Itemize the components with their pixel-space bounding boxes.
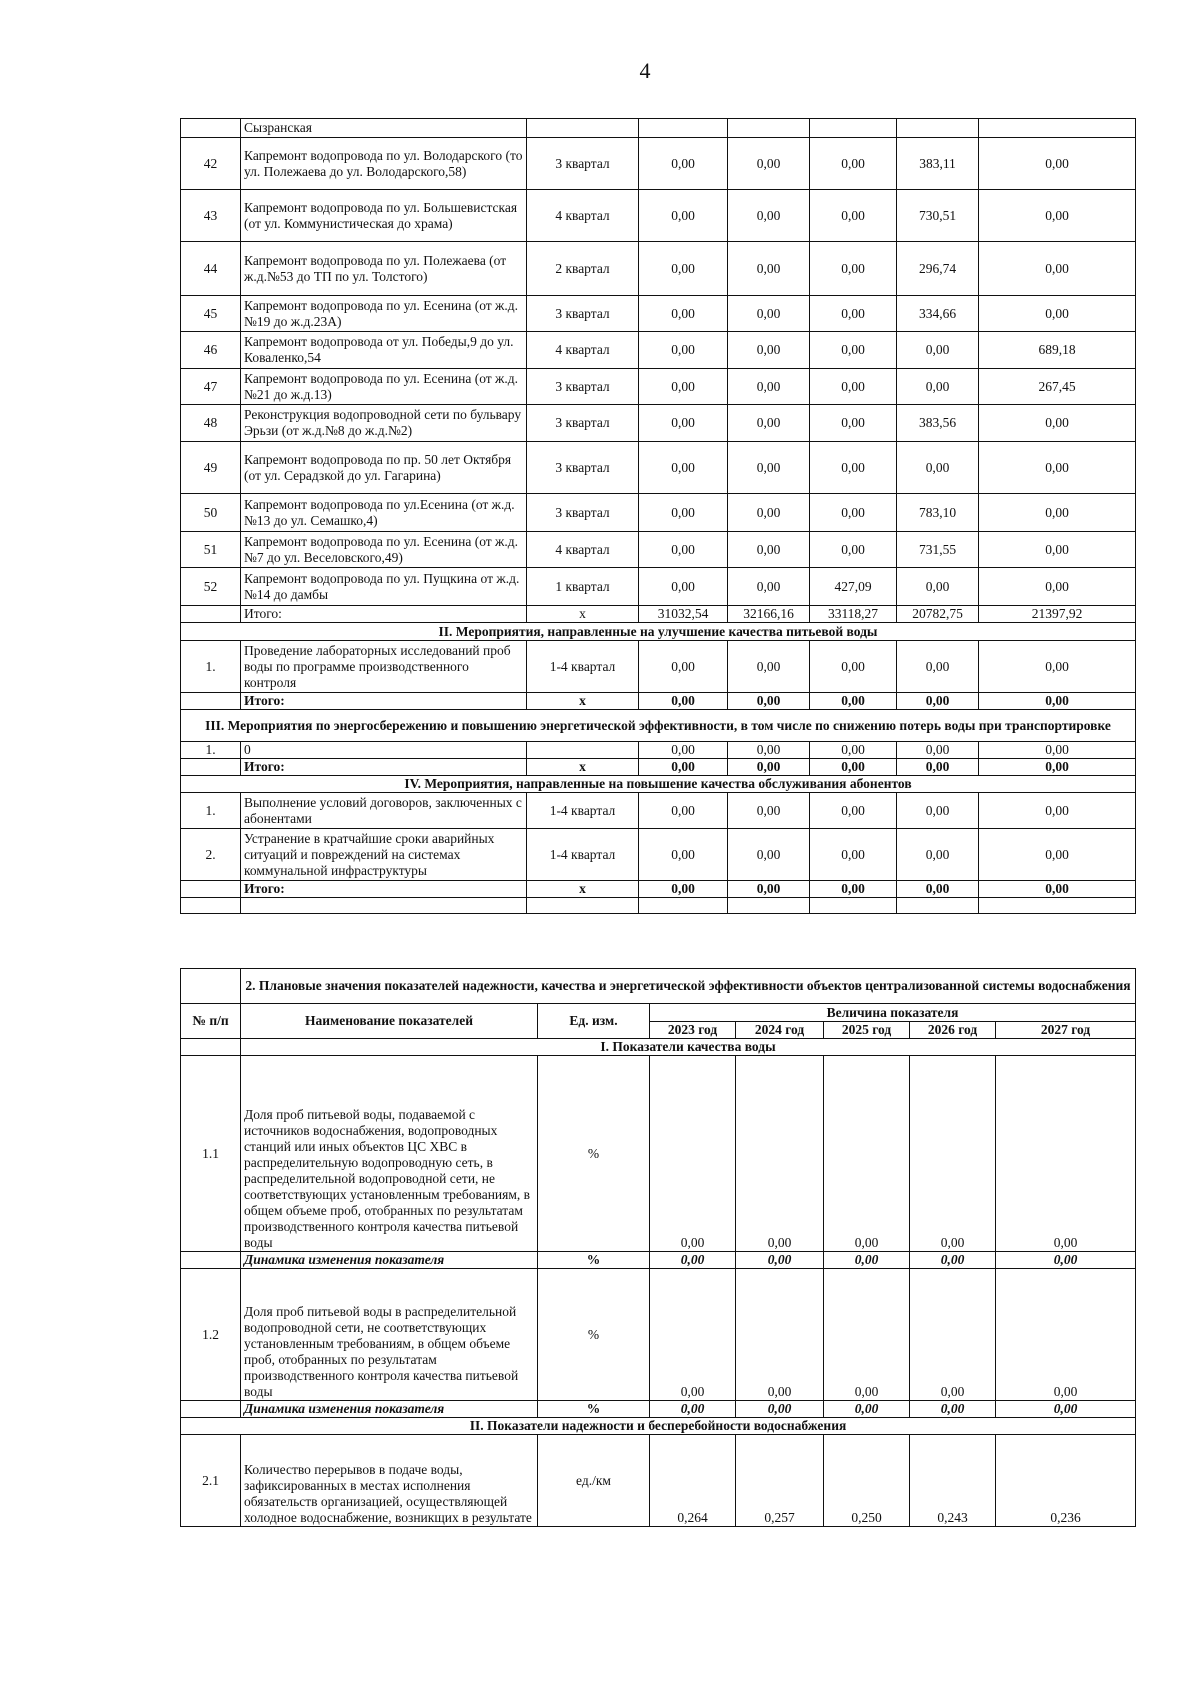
value-2025: 0,00 [810, 641, 897, 693]
row-name: Устранение в кратчайшие сроки аварийных ситуаций и повреждений на системах коммунальной инфраструктуры [241, 829, 527, 881]
dynamics-label: Динамика изменения показателя [241, 1252, 538, 1269]
row-period: 3 квартал [527, 494, 639, 532]
value-2026: 783,10 [897, 494, 979, 532]
indicator-name: Количество перерывов в подаче воды, зафиксированных в местах исполнения обязательств организацией, осуществляющей холодное водоснабжение, возникщих в результате [241, 1435, 538, 1527]
row-name: Капремонт водопровода по ул. Есенина (от ж.д.№19 до ж.д.23А) [241, 296, 527, 332]
row-num: 49 [181, 442, 241, 494]
value-2023: 0,00 [639, 296, 728, 332]
value-2023: 0,00 [639, 793, 728, 829]
total-row [181, 693, 1136, 710]
value-2026: 0,00 [897, 369, 979, 405]
value-2023: 0,00 [639, 442, 728, 494]
table-row [181, 793, 1136, 829]
indicator-unit: % [538, 1056, 650, 1252]
indicator-num: 2.1 [181, 1435, 241, 1527]
row-period: 4 квартал [527, 532, 639, 568]
header-year: 2026 год [910, 1022, 996, 1039]
value-2027: 0,00 [996, 1401, 1136, 1418]
section-heading-row [181, 776, 1136, 793]
value-2026: 334,66 [897, 296, 979, 332]
row-num: 48 [181, 405, 241, 442]
value-2026: 0,00 [910, 1269, 996, 1401]
row-num: 42 [181, 138, 241, 190]
value-2025: 427,09 [810, 568, 897, 606]
value-2026: 730,51 [897, 190, 979, 242]
row-name: Капремонт водопровода по ул. Полежаева (от ж.д.№53 до ТП по ул. Толстого) [241, 242, 527, 296]
table-row [181, 494, 1136, 532]
row-num: 1. [181, 742, 241, 759]
total-2027: 0,00 [979, 759, 1136, 776]
table-row [181, 369, 1136, 405]
total-2025: 0,00 [810, 881, 897, 898]
row-num: 2. [181, 829, 241, 881]
total-2027: 0,00 [979, 693, 1136, 710]
total-2026: 0,00 [897, 693, 979, 710]
section-title: III. Мероприятия по энергосбережению и повышению энергетической эффективности, в том числе по снижению потерь воды при транспортировке [181, 710, 1136, 742]
header-unit: Ед. изм. [538, 1004, 650, 1039]
value-2027: 0,00 [979, 296, 1136, 332]
value-2024: 0,00 [728, 190, 810, 242]
value-2023: 0,00 [639, 138, 728, 190]
empty-row [181, 898, 1136, 914]
table-row [181, 742, 1136, 759]
value-2026: 296,74 [897, 242, 979, 296]
value-2024: 0,00 [728, 405, 810, 442]
row-name: Реконструкция водопроводной сети по бульвару Эрьзи (от ж.д.№8 до ж.д.№2) [241, 405, 527, 442]
indicator-unit: ед./км [538, 1435, 650, 1527]
row-period: 1-4 квартал [527, 641, 639, 693]
value-2026: 0,00 [897, 742, 979, 759]
total-2025: 0,00 [810, 759, 897, 776]
row-name: Сызранская [241, 119, 527, 138]
row-period: 3 квартал [527, 138, 639, 190]
section-heading-row [181, 623, 1136, 641]
row-num: 43 [181, 190, 241, 242]
value-2023: 0,00 [639, 494, 728, 532]
value-2027: 267,45 [979, 369, 1136, 405]
value-2026: 0,00 [897, 793, 979, 829]
measures-table [180, 118, 1136, 914]
section-heading-row [181, 1039, 1136, 1056]
row-name: Проведение лабораторных исследований проб воды по программе производственного контроля [241, 641, 527, 693]
value-2027: 0,00 [979, 793, 1136, 829]
table-row [181, 332, 1136, 369]
indicator-name: Доля проб питьевой воды, подаваемой с источников водоснабжения, водопроводных станций или иных объектов ЦС ХВС в распределительную водопроводную сеть, в распределительной водопроводной сети, не соответствующих установленным требованиям, в общем объеме проб, отобранных по результатам производственного контроля качества питьевой воды [241, 1056, 538, 1252]
value-2027: 0,00 [979, 494, 1136, 532]
table-row [181, 442, 1136, 494]
row-period: х [527, 759, 639, 776]
indicator-row [181, 1056, 1136, 1252]
value-2025: 0,00 [810, 296, 897, 332]
value-2025: 0,00 [810, 829, 897, 881]
section-title: IV. Мероприятия, направленные на повышение качества обслуживания абонентов [181, 776, 1136, 793]
value-2026: 0,00 [897, 641, 979, 693]
value-2024: 0,257 [736, 1435, 824, 1527]
header-year: 2023 год [650, 1022, 736, 1039]
value-2025: 0,00 [810, 405, 897, 442]
value-2023: 0,00 [639, 641, 728, 693]
value-2024: 0,00 [728, 793, 810, 829]
value-2023: 0,264 [650, 1435, 736, 1527]
indicators-table [180, 968, 1136, 1527]
row-num: 46 [181, 332, 241, 369]
value-2026: 0,00 [910, 1252, 996, 1269]
value-2023: 0,00 [639, 532, 728, 568]
value-2023: 0,00 [650, 1401, 736, 1418]
value-2026: 383,11 [897, 138, 979, 190]
row-name: Капремонт водопровода по ул.Есенина (от ж.д.№13 до ул. Семашко,4) [241, 494, 527, 532]
total-2027: 21397,92 [979, 606, 1136, 623]
value-2026: 0,00 [897, 332, 979, 369]
value-2027: 0,00 [979, 568, 1136, 606]
value-2023: 0,00 [639, 369, 728, 405]
header-year: 2025 год [824, 1022, 910, 1039]
value-2026: 383,56 [897, 405, 979, 442]
value-2027: 0,00 [979, 532, 1136, 568]
section-heading-row [181, 1418, 1136, 1435]
value-2027: 0,00 [979, 829, 1136, 881]
value-2024: 0,00 [728, 242, 810, 296]
row-name: Капремонт водопровода по ул. Пущкина от ж.д.№14 до дамбы [241, 568, 527, 606]
value-2025: 0,00 [810, 190, 897, 242]
value-2025: 0,00 [810, 369, 897, 405]
value-2023: 0,00 [639, 332, 728, 369]
table-row [181, 138, 1136, 190]
value-2025: 0,250 [824, 1435, 910, 1527]
total-row [181, 606, 1136, 623]
table-row [181, 119, 1136, 138]
value-2026: 0,00 [910, 1401, 996, 1418]
row-name: Выполнение условий договоров, заключенных с абонентами [241, 793, 527, 829]
value-2027: 0,00 [979, 442, 1136, 494]
value-2023: 0,00 [650, 1252, 736, 1269]
value-2025: 0,00 [810, 793, 897, 829]
table-row [181, 190, 1136, 242]
value-2023: 0,00 [639, 568, 728, 606]
total-2027: 0,00 [979, 881, 1136, 898]
row-num: 51 [181, 532, 241, 568]
row-name: Капремонт водопровода по ул. Володарского (то ул. Полежаева до ул. Володарского,58) [241, 138, 527, 190]
row-num: 1. [181, 793, 241, 829]
header-name: Наименование показателей [241, 1004, 538, 1039]
total-2023: 0,00 [639, 881, 728, 898]
row-period: х [527, 606, 639, 623]
row-num: 52 [181, 568, 241, 606]
header-num: № п/п [181, 1004, 241, 1039]
row-num: 45 [181, 296, 241, 332]
value-2027: 0,00 [996, 1252, 1136, 1269]
indicator-num: 1.1 [181, 1056, 241, 1252]
value-2025: 0,00 [810, 442, 897, 494]
indicator-unit: % [538, 1269, 650, 1401]
row-num: 50 [181, 494, 241, 532]
value-2024: 0,00 [728, 332, 810, 369]
value-2023: 0,00 [639, 190, 728, 242]
value-2023: 0,00 [650, 1269, 736, 1401]
value-2026: 0,00 [897, 568, 979, 606]
header-value: Величина показателя [650, 1004, 1136, 1022]
value-2025: 0,00 [824, 1401, 910, 1418]
row-period: 3 квартал [527, 296, 639, 332]
indicator-row [181, 1435, 1136, 1527]
row-period: 1-4 квартал [527, 793, 639, 829]
value-2027: 689,18 [979, 332, 1136, 369]
indicator-num: 1.2 [181, 1269, 241, 1401]
value-2026: 0,00 [897, 442, 979, 494]
value-2024: 0,00 [736, 1056, 824, 1252]
section-title: II. Мероприятия, направленные на улучшение качества питьевой воды [181, 623, 1136, 641]
value-2024: 0,00 [728, 494, 810, 532]
value-2024: 0,00 [728, 568, 810, 606]
value-2027: 0,00 [996, 1056, 1136, 1252]
value-2024: 0,00 [728, 369, 810, 405]
value-2024: 0,00 [728, 138, 810, 190]
indicators-title-row [181, 969, 1136, 1004]
page-number: 4 [639, 58, 651, 83]
value-2027: 0,00 [979, 742, 1136, 759]
total-2024: 0,00 [728, 881, 810, 898]
row-name: Капремонт водопровода по ул. Есенина (от ж.д.№21 до ж.д.13) [241, 369, 527, 405]
value-2023: 0,00 [639, 405, 728, 442]
table-row [181, 568, 1136, 606]
section-title: II. Показатели надежности и бесперебойности водоснабжения [181, 1418, 1136, 1435]
value-2025: 0,00 [810, 742, 897, 759]
table-row [181, 829, 1136, 881]
indicators-title: 2. Плановые значения показателей надежности, качества и энергетической эффективности объектов централизованной системы водоснабжения [241, 969, 1136, 1004]
table-row [181, 532, 1136, 568]
value-2025: 0,00 [810, 494, 897, 532]
total-label: Итого: [241, 759, 527, 776]
header-year: 2027 год [996, 1022, 1136, 1039]
indicator-unit: % [538, 1401, 650, 1418]
row-period: 3 квартал [527, 369, 639, 405]
total-2024: 0,00 [728, 693, 810, 710]
row-period: 3 квартал [527, 405, 639, 442]
total-2025: 0,00 [810, 693, 897, 710]
row-name: 0 [241, 742, 527, 759]
value-2026: 731,55 [897, 532, 979, 568]
header-row [181, 1004, 1136, 1022]
row-num: 44 [181, 242, 241, 296]
value-2025: 0,00 [810, 138, 897, 190]
value-2027: 0,00 [979, 190, 1136, 242]
total-label: Итого: [241, 606, 527, 623]
value-2024: 0,00 [736, 1252, 824, 1269]
total-2023: 0,00 [639, 759, 728, 776]
total-label: Итого: [241, 693, 527, 710]
indicator-unit: % [538, 1252, 650, 1269]
row-num: 1. [181, 641, 241, 693]
dynamics-row [181, 1401, 1136, 1418]
value-2024: 0,00 [728, 296, 810, 332]
value-2023: 0,00 [639, 742, 728, 759]
row-name: Капремонт водопровода от ул. Победы,9 до ул. Коваленко,54 [241, 332, 527, 369]
indicator-row [181, 1269, 1136, 1401]
row-name: Капремонт водопровода по ул. Есенина (от ж.д.№7 до ул. Веселовского,49) [241, 532, 527, 568]
value-2024: 0,00 [736, 1269, 824, 1401]
row-name: Капремонт водопровода по пр. 50 лет Октября (от ул. Серадзкой до ул. Гагарина) [241, 442, 527, 494]
value-2024: 0,00 [728, 442, 810, 494]
row-period: х [527, 693, 639, 710]
row-period: х [527, 881, 639, 898]
total-2026: 20782,75 [897, 606, 979, 623]
row-period: 4 квартал [527, 332, 639, 369]
section-title: I. Показатели качества воды [241, 1039, 1136, 1056]
total-2023: 31032,54 [639, 606, 728, 623]
value-2024: 0,00 [728, 742, 810, 759]
value-2024: 0,00 [736, 1401, 824, 1418]
total-2024: 0,00 [728, 759, 810, 776]
row-period [527, 742, 639, 759]
value-2023: 0,00 [639, 242, 728, 296]
row-num: 47 [181, 369, 241, 405]
value-2024: 0,00 [728, 532, 810, 568]
value-2023: 0,00 [650, 1056, 736, 1252]
value-2026: 0,00 [910, 1056, 996, 1252]
total-2025: 33118,27 [810, 606, 897, 623]
row-period: 4 квартал [527, 190, 639, 242]
table-row [181, 405, 1136, 442]
total-2023: 0,00 [639, 693, 728, 710]
value-2025: 0,00 [810, 242, 897, 296]
indicator-name: Доля проб питьевой воды в распределительной водопроводной сети, не соответствующих установленным требованиям, в общем объеме проб, отобранных по результатам производственного контроля качества питьевой воды [241, 1269, 538, 1401]
value-2025: 0,00 [810, 332, 897, 369]
value-2025: 0,00 [824, 1056, 910, 1252]
value-2027: 0,236 [996, 1435, 1136, 1527]
total-2026: 0,00 [897, 881, 979, 898]
value-2025: 0,00 [824, 1252, 910, 1269]
row-period: 1 квартал [527, 568, 639, 606]
table-row [181, 641, 1136, 693]
table-row [181, 296, 1136, 332]
total-2024: 32166,16 [728, 606, 810, 623]
value-2023: 0,00 [639, 829, 728, 881]
dynamics-row [181, 1252, 1136, 1269]
table-row [181, 242, 1136, 296]
value-2024: 0,00 [728, 829, 810, 881]
value-2026: 0,243 [910, 1435, 996, 1527]
value-2024: 0,00 [728, 641, 810, 693]
section-heading-row [181, 710, 1136, 742]
value-2027: 0,00 [979, 405, 1136, 442]
total-row [181, 759, 1136, 776]
total-row [181, 881, 1136, 898]
value-2027: 0,00 [996, 1269, 1136, 1401]
row-period: 3 квартал [527, 442, 639, 494]
value-2025: 0,00 [824, 1269, 910, 1401]
value-2027: 0,00 [979, 242, 1136, 296]
value-2026: 0,00 [897, 829, 979, 881]
value-2025: 0,00 [810, 532, 897, 568]
total-2026: 0,00 [897, 759, 979, 776]
value-2027: 0,00 [979, 641, 1136, 693]
row-period: 2 квартал [527, 242, 639, 296]
row-period: 1-4 квартал [527, 829, 639, 881]
dynamics-label: Динамика изменения показателя [241, 1401, 538, 1418]
header-year: 2024 год [736, 1022, 824, 1039]
value-2027: 0,00 [979, 138, 1136, 190]
row-name: Капремонт водопровода по ул. Большевистская (от ул. Коммунистическая до храма) [241, 190, 527, 242]
total-label: Итого: [241, 881, 527, 898]
